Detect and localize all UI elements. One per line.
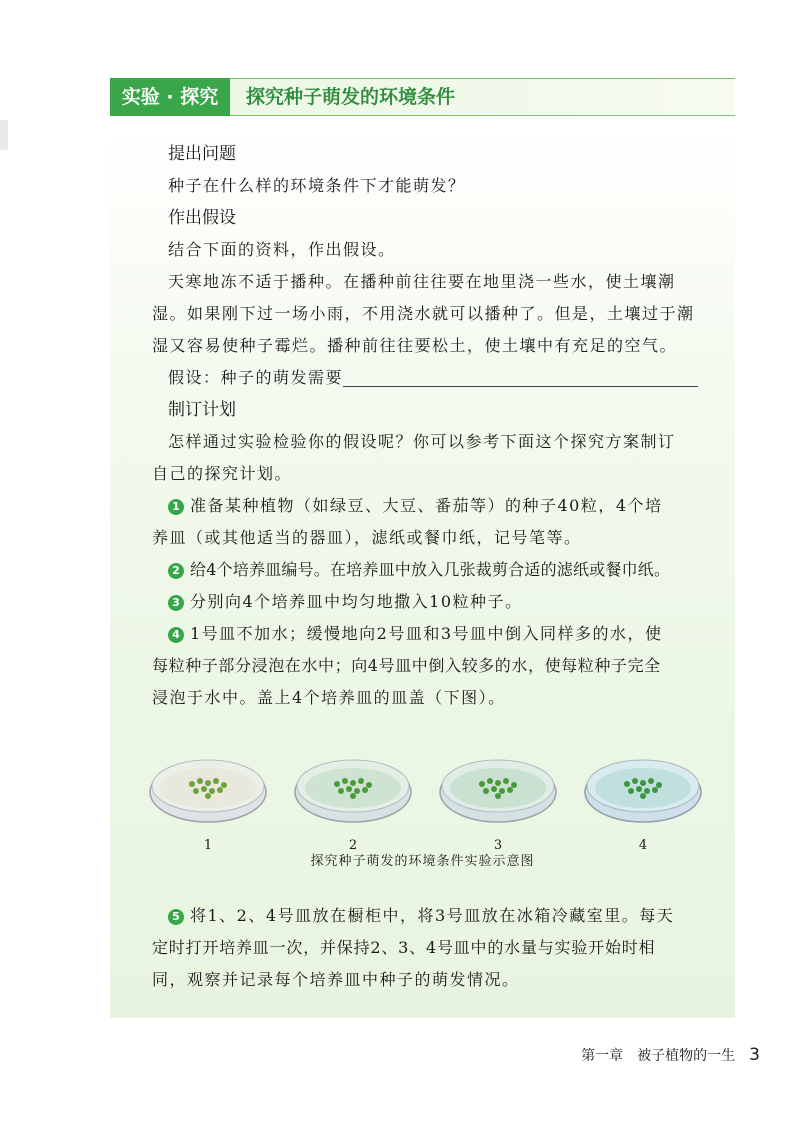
heading-hypothesis: 作出假设 bbox=[168, 208, 236, 228]
petri-dish-3 bbox=[438, 750, 558, 853]
page-footer bbox=[581, 1045, 760, 1065]
petri-dish-2 bbox=[293, 750, 413, 853]
content-top bbox=[152, 138, 698, 714]
figure-caption: 探究种子萌发的环境条件实验示意图 bbox=[310, 854, 535, 869]
header-bar bbox=[230, 78, 735, 116]
material-line: 天寒地冻不适于播种。在播种前往往要在地里浇一些水，使土壤潮 bbox=[168, 272, 676, 291]
dish-label: 4 bbox=[638, 838, 648, 853]
step-text: 将1、2、4号皿放在橱柜中，将3号皿放在冰箱冷藏室里。每天 bbox=[190, 906, 675, 925]
section-header bbox=[110, 78, 735, 116]
step-text: 给4个培养皿编号。在培养皿中放入几张裁剪合适的滤纸或餐巾纸。 bbox=[190, 560, 671, 579]
step-3-line bbox=[168, 586, 698, 618]
step-5-line: 定时打开培养皿一次，并保持2、3、4号皿中的水量与实验开始时相 bbox=[152, 938, 656, 957]
material-line: 湿。如果刚下过一场小雨，不用浇水就可以播种了。但是，土壤过于潮 bbox=[152, 304, 695, 323]
page-edge-tab bbox=[0, 120, 8, 150]
step-number-badge: 1 bbox=[168, 499, 184, 515]
page-title: 探究种子萌发的环境条件 bbox=[246, 86, 456, 108]
step-text: 准备某种植物（如绿豆、大豆、番茄等）的种子40粒，4个培 bbox=[190, 496, 663, 515]
step-4-line bbox=[168, 618, 698, 650]
content-bottom bbox=[152, 900, 698, 996]
step-1-line bbox=[168, 490, 698, 522]
step-text: 分别向4个培养皿中均匀地撒入10粒种子。 bbox=[190, 592, 523, 611]
page-number: 3 bbox=[749, 1045, 760, 1065]
chapter-title: 第一章 被子植物的一生 bbox=[581, 1048, 736, 1064]
hypothesis-row bbox=[168, 362, 698, 394]
question-text: 种子在什么样的环境条件下才能萌发？ bbox=[168, 176, 466, 195]
step-number-badge: 2 bbox=[168, 563, 184, 579]
step-number-badge: 3 bbox=[168, 595, 184, 611]
step-1-line: 养皿（或其他适当的器皿），滤纸或餐巾纸，记号笔等。 bbox=[152, 528, 582, 547]
hypothesis-intro: 结合下面的资料，作出假设。 bbox=[168, 240, 396, 259]
hypothesis-blank[interactable] bbox=[343, 366, 698, 387]
heading-question: 提出问题 bbox=[168, 144, 236, 164]
dish-label: 2 bbox=[348, 838, 358, 853]
hypothesis-label: 假设：种子的萌发需要 bbox=[168, 368, 344, 387]
step-4-line: 浸泡于水中。盖上4个培养皿的皿盖（下图）。 bbox=[152, 688, 506, 707]
heading-plan: 制订计划 bbox=[168, 400, 236, 420]
step-text: 1号皿不加水；缓慢地向2号皿和3号皿中倒入同样多的水，使 bbox=[190, 624, 663, 643]
dish-label: 3 bbox=[493, 838, 503, 853]
petri-dish-4 bbox=[583, 750, 703, 853]
step-4-line: 每粒种子部分浸泡在水中；向4号皿中倒入较多的水，使每粒种子完全 bbox=[152, 656, 661, 675]
experiment-badge: 实验 · 探究 bbox=[110, 78, 230, 116]
step-number-badge: 5 bbox=[168, 909, 184, 925]
experiment-panel bbox=[110, 118, 735, 1018]
petri-dish-1 bbox=[148, 750, 268, 853]
plan-intro-line: 怎样通过实验检验你的假设呢？你可以参考下面这个探究方案制订 bbox=[168, 432, 676, 451]
step-5-line bbox=[168, 900, 698, 932]
step-5-line: 同，观察并记录每个培养皿中种子的萌发情况。 bbox=[152, 970, 520, 989]
step-number-badge: 4 bbox=[168, 627, 184, 643]
plan-intro-line: 自己的探究计划。 bbox=[152, 464, 293, 483]
step-2-line bbox=[168, 554, 698, 586]
material-line: 湿又容易使种子霉烂。播种前往往要松土，使土壤中有充足的空气。 bbox=[152, 336, 678, 355]
dish-label: 1 bbox=[203, 838, 213, 853]
